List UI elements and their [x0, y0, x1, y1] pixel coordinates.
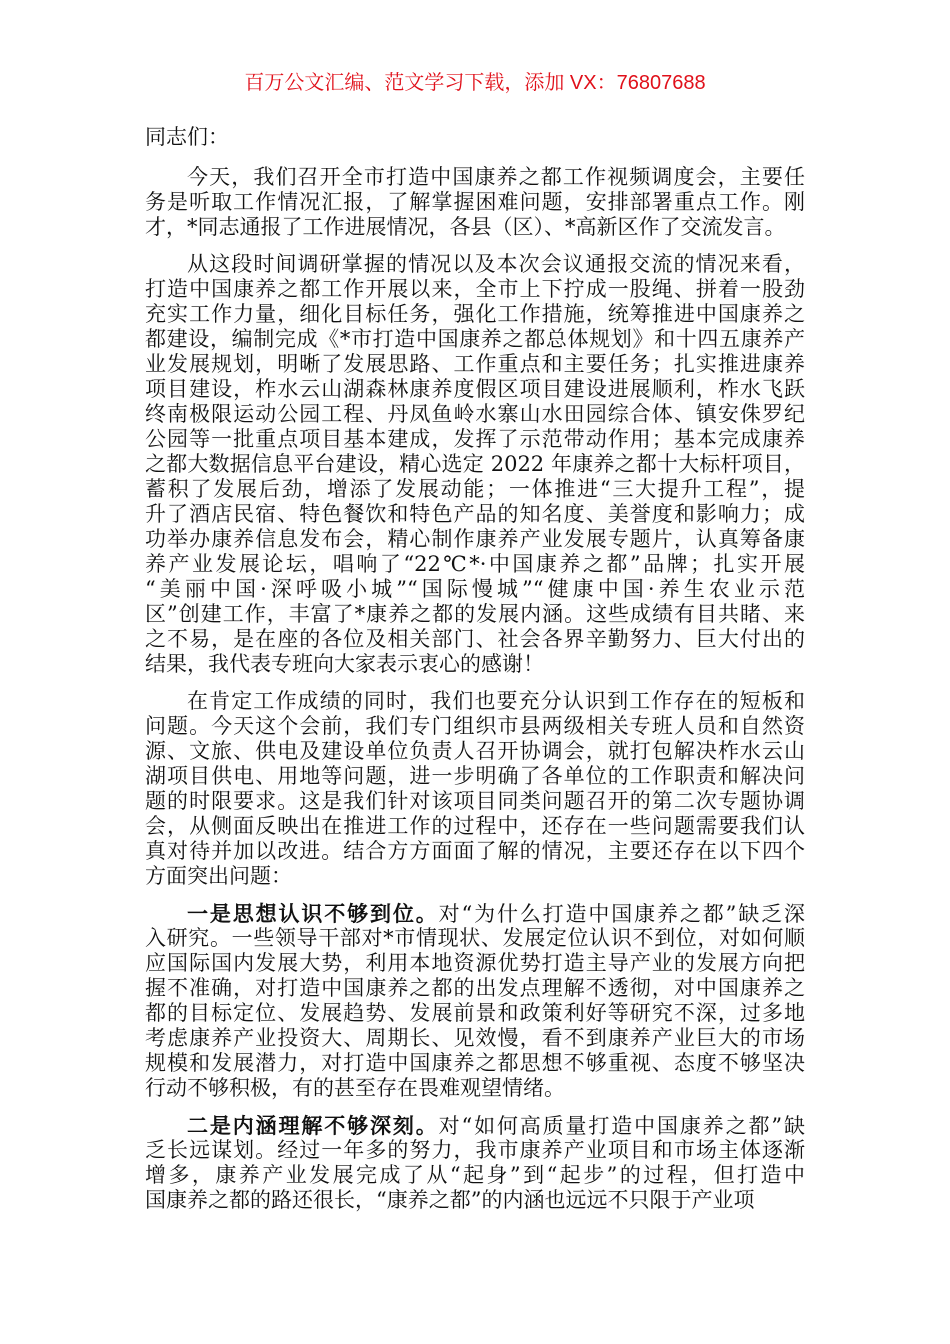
text-line — [145, 951, 805, 976]
text-line — [145, 1163, 805, 1188]
line-text: 在肯定工作成绩的同时，我们也要充分认识到工作存在的短板和 — [187, 689, 805, 713]
line-text: 对“如何高质量打造中国康养之都”缺 — [438, 1114, 805, 1138]
line-text: 今天，我们召开全市打造中国康养之都工作视频调度会，主要任 — [187, 165, 805, 189]
greeting: 同志们： — [145, 125, 229, 149]
line-text: 入研究。一些领导干部对*市情现状、发展定位认识不到位，对如何顺 — [145, 926, 805, 950]
line-text: 都建设，编制完成《*市打造中国康养之都总体规划》和十四五康养产 — [145, 327, 805, 351]
line-text: 打造中国康养之都工作开展以来，全市上下拧成一股绳、拼着一股劲 — [145, 277, 805, 301]
paragraph-lead: 二是内涵理解不够深刻。 — [187, 1113, 439, 1138]
line-text: 增多，康养产业发展完成了从“起身”到“起步”的过程，但打造中 — [145, 1163, 805, 1187]
text-line — [145, 1113, 805, 1138]
text-line — [145, 402, 805, 427]
text-line — [145, 1051, 805, 1076]
text-line — [145, 652, 805, 677]
text-line — [145, 789, 805, 814]
text-line — [145, 627, 805, 652]
text-line — [145, 864, 805, 889]
text-line — [145, 976, 805, 1001]
text-line — [145, 739, 805, 764]
text-line — [145, 190, 805, 215]
text-line — [145, 477, 805, 502]
line-text: 考虑康养产业投资大、周期长、见效慢，看不到康养产业巨大的市场 — [145, 1026, 805, 1050]
line-text: 业发展规划，明晰了发展思路、工作重点和主要任务；扎实推进康养 — [145, 352, 805, 376]
line-text: 都的目标定位、发展趋势、发展前景和政策利好等研究不深，过多地 — [145, 1001, 805, 1025]
line-text: 应国际国内发展大势，利用本地资源优势打造主导产业的发展方向把 — [145, 951, 805, 975]
line-text: “美丽中国·深呼吸小城”“国际慢城”“健康中国·养生农业示范 — [145, 577, 805, 601]
line-text: 规模和发展潜力，对打造中国康养之都思想不够重视、态度不够坚决 — [145, 1051, 805, 1075]
text-line — [145, 814, 805, 839]
text-line — [145, 552, 805, 577]
line-text: 结果，我代表专班向大家表示衷心的感谢！ — [145, 652, 544, 676]
line-text: 升了酒店民宿、特色餐饮和特色产品的知名度、美誉度和影响力；成 — [145, 502, 805, 526]
line-text: 终南极限运动公园工程、丹凤鱼岭水寨山水田园综合体、镇安侏罗纪 — [145, 402, 805, 426]
text-line — [145, 452, 805, 477]
text-line — [145, 1026, 805, 1051]
text-line — [145, 926, 805, 951]
line-text: 之不易，是在座的各位及相关部门、社会各界辛勤努力、巨大付出的 — [145, 627, 805, 651]
text-line — [145, 527, 805, 552]
line-text: 湖项目供电、用地等问题，进一步明确了各单位的工作职责和解决问 — [145, 764, 805, 788]
line-text: 问题。今天这个会前，我们专门组织市县两级相关专班人员和自然资 — [145, 714, 805, 738]
watermark-header: 百万公文汇编、范文学习下载，添加 VX：76807688 — [244, 72, 706, 94]
line-text: 功举办康养信息发布会，精心制作康养产业发展专题片，认真筹备康 — [145, 527, 805, 551]
line-text: 乏长远谋划。经过一年多的努力，我市康养产业项目和市场主体逐渐 — [145, 1138, 805, 1162]
line-text: 充实工作力量，细化目标任务，强化工作措施，统筹推进中国康养之 — [145, 302, 805, 326]
text-line — [145, 602, 805, 627]
text-line — [145, 427, 805, 452]
paragraph — [145, 252, 805, 677]
line-text: 务是听取工作情况汇报，了解掌握困难问题，安排部署重点工作。刚 — [145, 190, 805, 214]
text-line — [145, 327, 805, 352]
line-text: 国康养之都的路还很长，“康养之都”的内涵也远远不只限于产业项 — [145, 1188, 755, 1212]
line-text: 蓄积了发展后劲，增添了发展动能；一体推进“三大提升工程”，提 — [145, 477, 805, 501]
text-line — [145, 352, 805, 377]
text-line — [145, 502, 805, 527]
text-line — [145, 764, 805, 789]
text-line — [145, 377, 805, 402]
line-text: 方面突出问题： — [145, 864, 292, 888]
paragraph — [145, 689, 805, 889]
line-text: 题的时限要求。这是我们针对该项目同类问题召开的第二次专题协调 — [145, 789, 805, 813]
text-line — [145, 277, 805, 302]
line-text: 之都大数据信息平台建设，精心选定 2022 年康养之都十大标杆项目， — [145, 452, 805, 476]
text-line — [145, 252, 805, 277]
text-line — [145, 1001, 805, 1026]
text-line — [145, 302, 805, 327]
line-text: 行动不够积极，有的甚至存在畏难观望情绪。 — [145, 1076, 565, 1100]
text-line — [145, 714, 805, 739]
line-text: 握不准确，对打造中国康养之都的出发点理解不透彻，对中国康养之 — [145, 976, 805, 1000]
line-text: 区”创建工作，丰富了*康养之都的发展内涵。这些成绩有目共睹、来 — [145, 602, 805, 626]
text-line — [145, 215, 805, 240]
line-text: 对“为什么打造中国康养之都”缺乏深 — [438, 902, 805, 926]
line-text: 真对待并加以改进。结合方方面面了解的情况，主要还存在以下四个 — [145, 839, 805, 863]
paragraph — [145, 165, 805, 240]
paragraph — [145, 901, 805, 1101]
line-text: 养产业发展论坛，唱响了“22℃*·中国康养之都”品牌；扎实开展 — [145, 552, 805, 576]
text-line — [145, 577, 805, 602]
text-line — [145, 1076, 805, 1101]
line-text: 会，从侧面反映出在推进工作的过程中，还存在一些问题需要我们认 — [145, 814, 805, 838]
text-line — [145, 165, 805, 190]
line-text: 从这段时间调研掌握的情况以及本次会议通报交流的情况来看， — [187, 252, 805, 276]
text-line — [145, 1138, 805, 1163]
document-body — [145, 125, 805, 1225]
text-line — [145, 689, 805, 714]
text-line — [145, 839, 805, 864]
line-text: 项目建设，柞水云山湖森林康养度假区项目建设进展顺利，柞水飞跃 — [145, 377, 805, 401]
paragraph — [145, 1113, 805, 1213]
line-text: 源、文旅、供电及建设单位负责人召开协调会，就打包解决柞水云山 — [145, 739, 805, 763]
line-text: 公园等一批重点项目基本建成，发挥了示范带动作用；基本完成康养 — [145, 427, 805, 451]
text-line — [145, 1188, 805, 1213]
text-line — [145, 901, 805, 926]
paragraph-lead: 一是思想认识不够到位。 — [187, 901, 439, 926]
line-text: 才，*同志通报了工作进展情况，各县（区）、*高新区作了交流发言。 — [145, 215, 786, 239]
